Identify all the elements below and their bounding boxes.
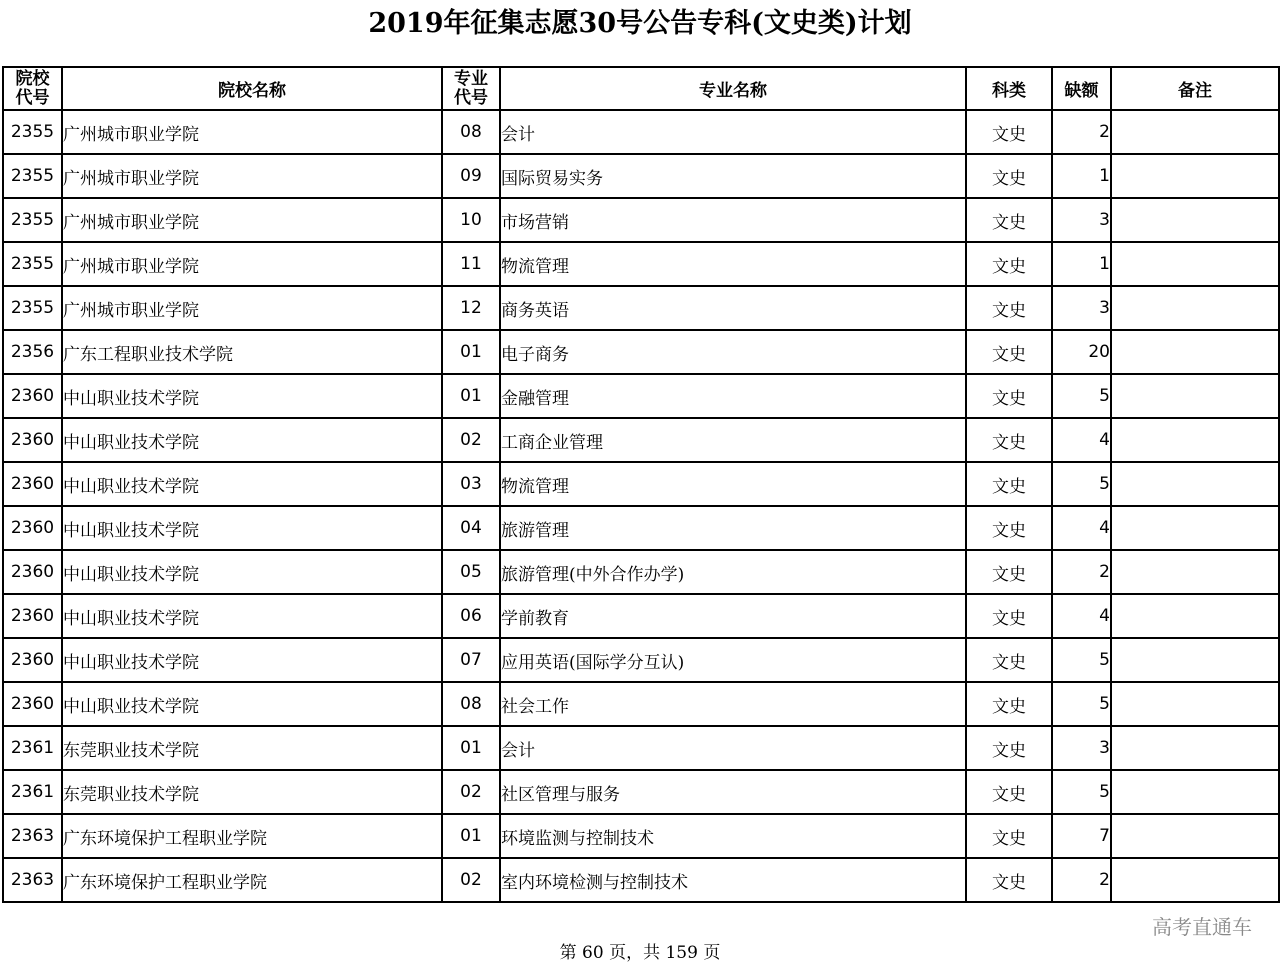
cell-major-code: 02	[442, 418, 500, 462]
cell-school-code: 2360	[3, 682, 62, 726]
cell-major-name: 社会工作	[500, 682, 966, 726]
cell-school-name: 中山职业技术学院	[62, 374, 442, 418]
table-row	[3, 726, 1279, 770]
cell-major-name: 物流管理	[500, 462, 966, 506]
cell-major-name: 会计	[500, 110, 966, 154]
table-header-row	[3, 67, 1279, 110]
cell-major-code: 08	[442, 110, 500, 154]
table-row	[3, 638, 1279, 682]
cell-category: 文史	[966, 506, 1052, 550]
cell-quota: 5	[1052, 682, 1111, 726]
table-row	[3, 418, 1279, 462]
table-row	[3, 330, 1279, 374]
cell-major-name: 室内环境检测与控制技术	[500, 858, 966, 902]
cell-major-code: 03	[442, 462, 500, 506]
cell-note	[1111, 858, 1279, 902]
header-major-name: 专业名称	[500, 67, 966, 110]
cell-note	[1111, 814, 1279, 858]
table-row	[3, 154, 1279, 198]
cell-school-name: 广州城市职业学院	[62, 198, 442, 242]
cell-category: 文史	[966, 154, 1052, 198]
cell-category: 文史	[966, 814, 1052, 858]
cell-major-code: 07	[442, 638, 500, 682]
cell-category: 文史	[966, 198, 1052, 242]
cell-major-name: 金融管理	[500, 374, 966, 418]
cell-major-code: 12	[442, 286, 500, 330]
cell-school-name: 广东工程职业技术学院	[62, 330, 442, 374]
cell-major-code: 08	[442, 682, 500, 726]
header-major-code-line2: 代号	[454, 87, 488, 108]
page-title: 2019年征集志愿30号公告专科(文史类)计划	[368, 8, 912, 39]
cell-quota: 3	[1052, 198, 1111, 242]
header-major-code	[442, 67, 500, 110]
cell-quota: 4	[1052, 594, 1111, 638]
cell-major-name: 会计	[500, 726, 966, 770]
cell-school-name: 广东环境保护工程职业学院	[62, 814, 442, 858]
cell-major-code: 01	[442, 726, 500, 770]
cell-school-code: 2355	[3, 242, 62, 286]
cell-category: 文史	[966, 330, 1052, 374]
cell-major-name: 应用英语(国际学分互认)	[500, 638, 966, 682]
header-school-code-line1: 院校	[15, 68, 50, 89]
table-body	[3, 110, 1279, 902]
cell-note	[1111, 286, 1279, 330]
cell-major-name: 学前教育	[500, 594, 966, 638]
header-category: 科类	[966, 67, 1052, 110]
cell-school-code: 2361	[3, 770, 62, 814]
admission-plan-table	[2, 66, 1280, 903]
cell-school-code: 2360	[3, 638, 62, 682]
cell-major-code: 05	[442, 550, 500, 594]
cell-category: 文史	[966, 682, 1052, 726]
cell-note	[1111, 594, 1279, 638]
cell-quota: 20	[1052, 330, 1111, 374]
cell-note	[1111, 550, 1279, 594]
cell-major-name: 物流管理	[500, 242, 966, 286]
cell-category: 文史	[966, 286, 1052, 330]
cell-note	[1111, 154, 1279, 198]
cell-category: 文史	[966, 770, 1052, 814]
cell-school-name: 中山职业技术学院	[62, 418, 442, 462]
cell-major-code: 11	[442, 242, 500, 286]
cell-school-name: 广东环境保护工程职业学院	[62, 858, 442, 902]
cell-major-code: 01	[442, 374, 500, 418]
cell-category: 文史	[966, 726, 1052, 770]
cell-category: 文史	[966, 418, 1052, 462]
cell-school-name: 东莞职业技术学院	[62, 726, 442, 770]
cell-major-name: 旅游管理	[500, 506, 966, 550]
table-row	[3, 242, 1279, 286]
cell-category: 文史	[966, 858, 1052, 902]
cell-note	[1111, 638, 1279, 682]
cell-quota: 5	[1052, 374, 1111, 418]
cell-school-name: 广州城市职业学院	[62, 286, 442, 330]
page-footer: 第 60 页，共 159 页	[559, 943, 721, 963]
cell-school-code: 2360	[3, 506, 62, 550]
cell-major-name: 工商企业管理	[500, 418, 966, 462]
cell-note	[1111, 506, 1279, 550]
cell-school-code: 2355	[3, 198, 62, 242]
cell-quota: 4	[1052, 506, 1111, 550]
cell-category: 文史	[966, 638, 1052, 682]
table-row	[3, 814, 1279, 858]
cell-note	[1111, 330, 1279, 374]
cell-school-code: 2360	[3, 550, 62, 594]
cell-category: 文史	[966, 462, 1052, 506]
cell-school-name: 广州城市职业学院	[62, 154, 442, 198]
header-school-name: 院校名称	[62, 67, 442, 110]
cell-note	[1111, 770, 1279, 814]
cell-category: 文史	[966, 242, 1052, 286]
cell-school-name: 中山职业技术学院	[62, 506, 442, 550]
cell-category: 文史	[966, 594, 1052, 638]
header-major-code-line1: 专业	[454, 68, 488, 89]
cell-quota: 7	[1052, 814, 1111, 858]
cell-major-code: 09	[442, 154, 500, 198]
cell-quota: 4	[1052, 418, 1111, 462]
watermark-text: 高考直通车	[1152, 915, 1252, 939]
cell-quota: 5	[1052, 638, 1111, 682]
table-row	[3, 198, 1279, 242]
cell-school-code: 2361	[3, 726, 62, 770]
cell-note	[1111, 462, 1279, 506]
cell-school-name: 中山职业技术学院	[62, 682, 442, 726]
cell-school-code: 2355	[3, 154, 62, 198]
cell-school-code: 2363	[3, 814, 62, 858]
cell-quota: 5	[1052, 770, 1111, 814]
table-row	[3, 286, 1279, 330]
cell-note	[1111, 682, 1279, 726]
cell-school-name: 东莞职业技术学院	[62, 770, 442, 814]
cell-quota: 1	[1052, 242, 1111, 286]
cell-quota: 3	[1052, 726, 1111, 770]
cell-major-name: 市场营销	[500, 198, 966, 242]
table-row	[3, 858, 1279, 902]
cell-school-code: 2355	[3, 110, 62, 154]
header-school-code-line2: 代号	[15, 87, 50, 108]
cell-note	[1111, 726, 1279, 770]
cell-note	[1111, 418, 1279, 462]
cell-category: 文史	[966, 110, 1052, 154]
cell-major-name: 国际贸易实务	[500, 154, 966, 198]
cell-major-code: 02	[442, 858, 500, 902]
cell-major-name: 电子商务	[500, 330, 966, 374]
table-row	[3, 462, 1279, 506]
cell-school-code: 2355	[3, 286, 62, 330]
cell-note	[1111, 110, 1279, 154]
cell-school-code: 2360	[3, 374, 62, 418]
table-row	[3, 682, 1279, 726]
cell-major-code: 04	[442, 506, 500, 550]
table-row	[3, 374, 1279, 418]
cell-school-code: 2360	[3, 418, 62, 462]
cell-major-name: 商务英语	[500, 286, 966, 330]
cell-quota: 5	[1052, 462, 1111, 506]
cell-major-code: 02	[442, 770, 500, 814]
table-row	[3, 594, 1279, 638]
cell-note	[1111, 198, 1279, 242]
cell-school-code: 2356	[3, 330, 62, 374]
cell-school-code: 2363	[3, 858, 62, 902]
cell-major-name: 旅游管理(中外合作办学)	[500, 550, 966, 594]
header-quota: 缺额	[1052, 67, 1111, 110]
cell-major-code: 01	[442, 330, 500, 374]
cell-quota: 2	[1052, 858, 1111, 902]
cell-school-name: 中山职业技术学院	[62, 638, 442, 682]
cell-school-name: 中山职业技术学院	[62, 594, 442, 638]
header-school-code	[3, 67, 62, 110]
table-row	[3, 550, 1279, 594]
cell-category: 文史	[966, 550, 1052, 594]
header-note: 备注	[1111, 67, 1279, 110]
cell-major-code: 01	[442, 814, 500, 858]
cell-category: 文史	[966, 374, 1052, 418]
cell-quota: 2	[1052, 110, 1111, 154]
cell-school-name: 广州城市职业学院	[62, 110, 442, 154]
cell-major-code: 06	[442, 594, 500, 638]
cell-major-name: 社区管理与服务	[500, 770, 966, 814]
cell-quota: 2	[1052, 550, 1111, 594]
cell-major-name: 环境监测与控制技术	[500, 814, 966, 858]
table-row	[3, 770, 1279, 814]
cell-school-name: 中山职业技术学院	[62, 462, 442, 506]
table-row	[3, 110, 1279, 154]
cell-school-name: 广州城市职业学院	[62, 242, 442, 286]
cell-school-code: 2360	[3, 462, 62, 506]
cell-school-code: 2360	[3, 594, 62, 638]
table-row	[3, 506, 1279, 550]
cell-school-name: 中山职业技术学院	[62, 550, 442, 594]
cell-note	[1111, 374, 1279, 418]
cell-note	[1111, 242, 1279, 286]
cell-major-code: 10	[442, 198, 500, 242]
cell-quota: 1	[1052, 154, 1111, 198]
cell-quota: 3	[1052, 286, 1111, 330]
